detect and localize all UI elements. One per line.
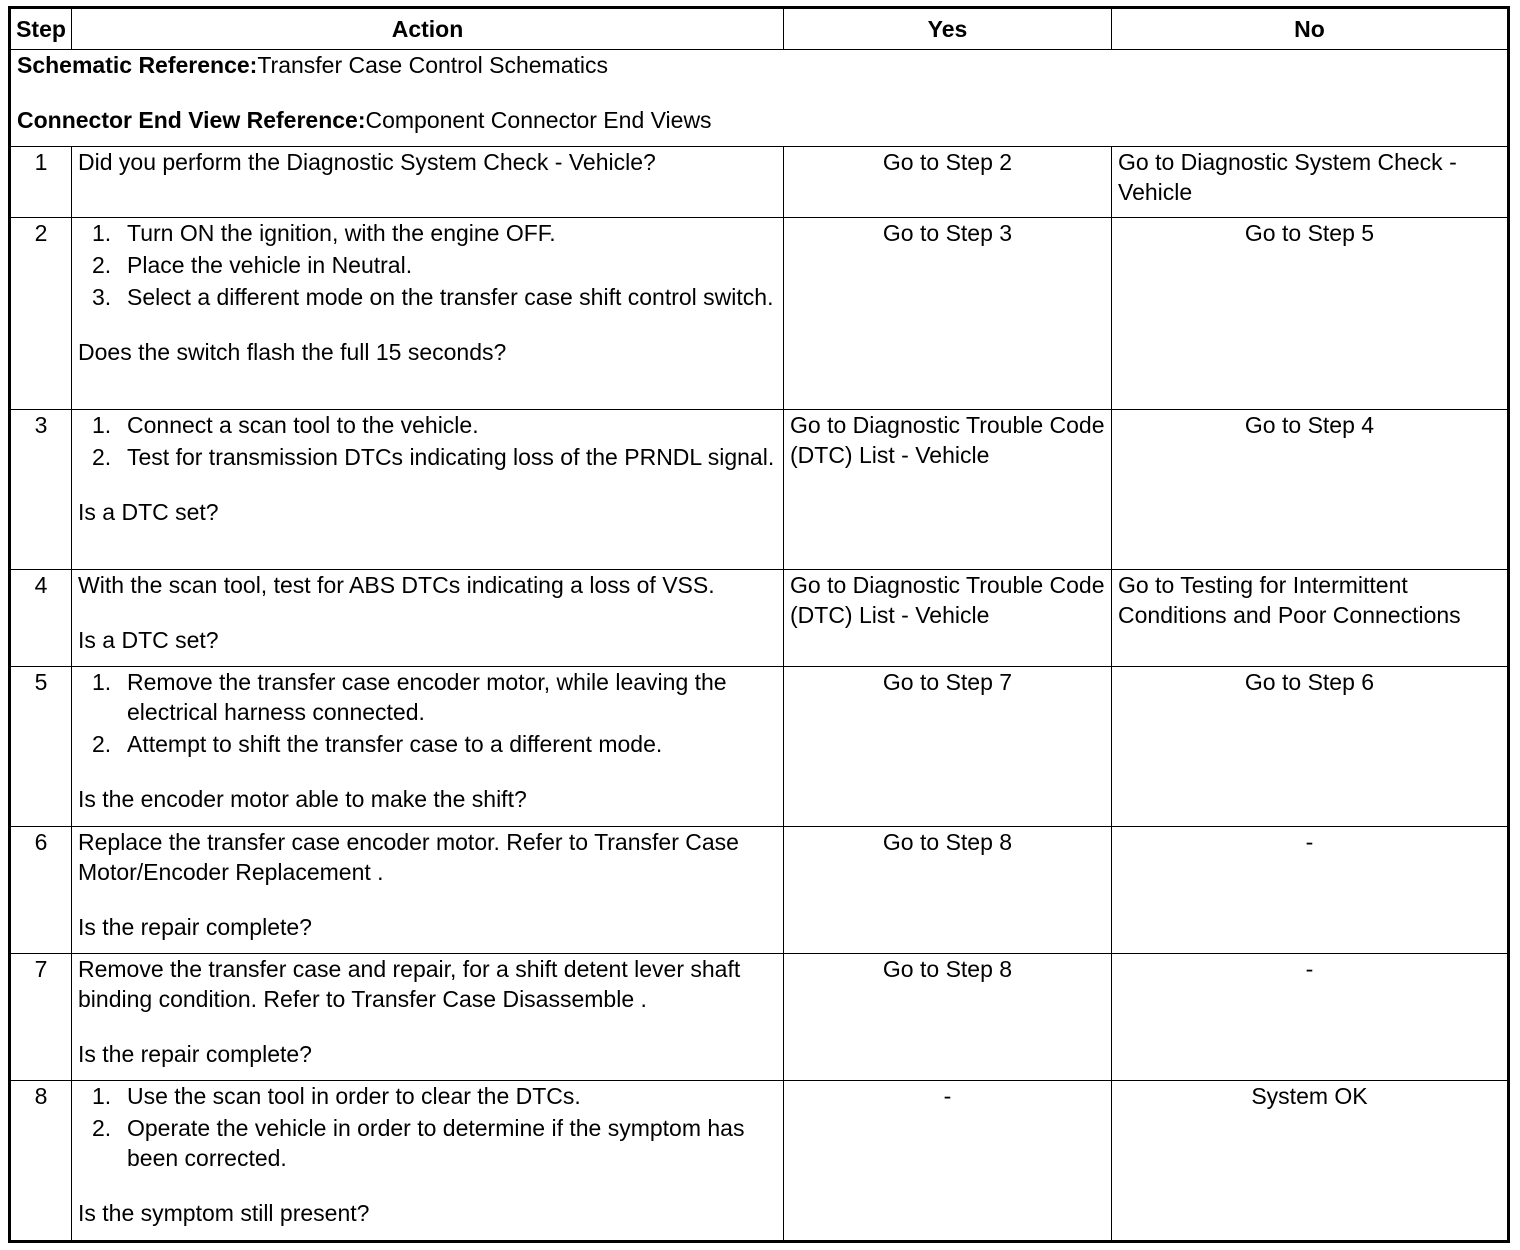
table-row (10, 954, 1509, 1081)
action-question: Is the symptom still present? (78, 1200, 370, 1226)
yes-cell[interactable]: Go to Step 2 (784, 147, 1112, 218)
action-text: Did you perform the Diagnostic System Check - Vehicle? (78, 149, 656, 175)
table-row (10, 147, 1509, 218)
no-cell[interactable]: Go to Diagnostic System Check - Vehicle (1112, 147, 1509, 218)
step-number: 5 (10, 667, 72, 827)
schematic-reference (17, 50, 1501, 80)
header-yes: Yes (784, 8, 1112, 50)
header-action: Action (72, 8, 784, 50)
action-question: Is the repair complete? (78, 914, 312, 940)
yes-cell[interactable]: Go to Diagnostic Trouble Code (DTC) List - Vehicle (784, 570, 1112, 667)
no-cell[interactable]: Go to Step 4 (1112, 410, 1509, 570)
no-cell[interactable]: Go to Step 5 (1112, 218, 1509, 410)
no-cell: - (1112, 827, 1509, 954)
table-row (10, 1081, 1509, 1242)
table-row (10, 827, 1509, 954)
list-item: 1. Turn ON the ignition, with the engine OFF. (92, 220, 556, 246)
header-step: Step (10, 8, 72, 50)
action-cell (72, 570, 784, 667)
yes-cell: - (784, 1081, 1112, 1242)
no-cell[interactable]: Go to Testing for Intermittent Conditions and Poor Connections (1112, 570, 1509, 667)
schematic-reference-link[interactable]: Transfer Case Control Schematics (257, 52, 609, 78)
table-row (10, 218, 1509, 410)
yes-cell[interactable]: Go to Step 3 (784, 218, 1112, 410)
list-item: 2. Attempt to shift the transfer case to a different mode. (92, 731, 663, 757)
action-list (78, 1081, 777, 1173)
action-list (78, 410, 777, 472)
action-cell (72, 218, 784, 410)
step-number: 6 (10, 827, 72, 954)
action-question: Is the encoder motor able to make the shift? (78, 786, 527, 812)
action-text: With the scan tool, test for ABS DTCs indicating a loss of VSS. (78, 572, 715, 598)
list-item: 2. Place the vehicle in Neutral. (92, 252, 413, 278)
action-list (78, 218, 777, 312)
yes-cell[interactable]: Go to Diagnostic Trouble Code (DTC) List - Vehicle (784, 410, 1112, 570)
schematic-reference-label: Schematic Reference: (17, 52, 258, 78)
no-cell: - (1112, 954, 1509, 1081)
no-cell[interactable]: Go to Step 6 (1112, 667, 1509, 827)
header-row (10, 8, 1509, 50)
step-number: 7 (10, 954, 72, 1081)
yes-cell[interactable]: Go to Step 7 (784, 667, 1112, 827)
list-item: 2. Operate the vehicle in order to determine if the symptom has been corrected. (92, 1115, 745, 1171)
diagnostic-page (8, 6, 1508, 1246)
reference-cell (10, 50, 1509, 147)
step-number: 1 (10, 147, 72, 218)
list-item: 1. Remove the transfer case encoder motor, while leaving the electrical harness connected. (92, 669, 727, 725)
action-question: Does the switch flash the full 15 seconds? (78, 339, 507, 365)
no-cell[interactable]: System OK (1112, 1081, 1509, 1242)
step-number: 2 (10, 218, 72, 410)
action-cell (72, 410, 784, 570)
list-item: 3. Select a different mode on the transfer case shift control switch. (92, 284, 774, 310)
table-row (10, 570, 1509, 667)
yes-cell[interactable]: Go to Step 8 (784, 827, 1112, 954)
action-cell (72, 954, 784, 1081)
table-row (10, 410, 1509, 570)
list-item: 1. Use the scan tool in order to clear the DTCs. (92, 1083, 581, 1109)
action-cell (72, 1081, 784, 1242)
step-number: 8 (10, 1081, 72, 1242)
step-number: 4 (10, 570, 72, 667)
action-question: Is a DTC set? (78, 499, 219, 525)
reference-row (10, 50, 1509, 147)
action-question: Is the repair complete? (78, 1041, 312, 1067)
table-row (10, 667, 1509, 827)
diagnostic-table (8, 6, 1510, 1243)
action-text: Replace the transfer case encoder motor. Refer to Transfer Case Motor/Encoder Replacement . (78, 829, 739, 885)
yes-cell[interactable]: Go to Step 8 (784, 954, 1112, 1081)
action-list (78, 667, 777, 759)
connector-reference (17, 105, 1501, 135)
connector-reference-link[interactable]: Component Connector End Views (365, 107, 712, 133)
action-cell (72, 147, 784, 218)
list-item: 1. Connect a scan tool to the vehicle. (92, 412, 479, 438)
action-cell (72, 827, 784, 954)
action-question: Is a DTC set? (78, 627, 219, 653)
list-item: 2. Test for transmission DTCs indicating loss of the PRNDL signal. (92, 444, 775, 470)
connector-reference-label: Connector End View Reference: (17, 107, 366, 133)
action-text: Remove the transfer case and repair, for a shift detent lever shaft binding condition. Refer to Transfer Case Disassemble . (78, 956, 741, 1012)
action-cell (72, 667, 784, 827)
step-number: 3 (10, 410, 72, 570)
header-no: No (1112, 8, 1509, 50)
